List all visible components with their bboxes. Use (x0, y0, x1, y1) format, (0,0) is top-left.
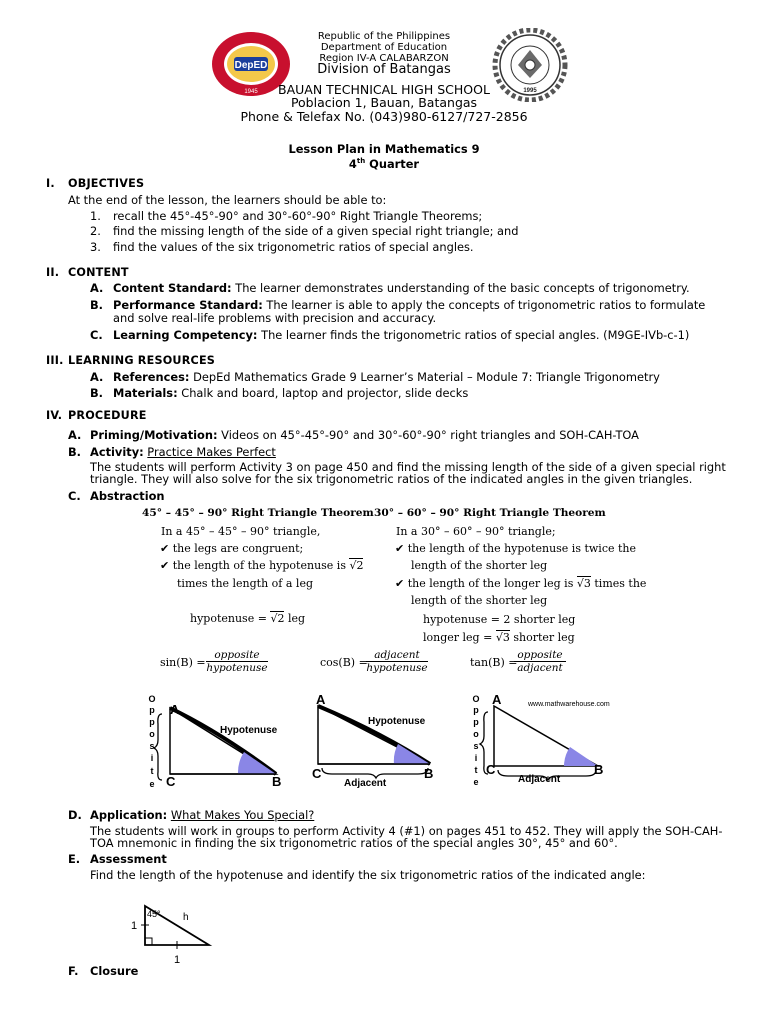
svg-text:DepED: DepED (234, 60, 268, 71)
svg-text:C: C (486, 762, 496, 777)
application-title: What Makes You Special? (170, 808, 315, 822)
check-icon: ✔ (395, 542, 405, 555)
svg-text:B: B (594, 762, 604, 777)
svg-text:p: p (149, 717, 155, 727)
svg-text:C: C (312, 766, 322, 781)
list-item: find the missing length of the side of a given special right triangle; and (113, 224, 519, 238)
performance-standard: Performance Standard: The learner is able to apply the concepts of trigonometric ratios to formulate (113, 298, 706, 312)
svg-text:o: o (473, 729, 479, 739)
vertical-opposite-label (472, 694, 479, 787)
svg-text:45°: 45° (147, 909, 161, 919)
watermark: www.mathwarehouse.com (528, 701, 610, 708)
priming-motivation: Priming/Motivation: Videos on 45°-45°-90° and 30°-60°-90° right triangles and SOH-CAH-TOA (90, 428, 639, 442)
svg-text:i: i (474, 753, 478, 763)
svg-text:t: t (474, 765, 478, 775)
document-quarter: 4th Quarter (348, 157, 420, 171)
svg-text:o: o (149, 729, 155, 739)
svg-text:1: 1 (131, 920, 138, 932)
abstraction-heading: Abstraction (90, 489, 165, 503)
application: Application: What Makes You Special? (90, 808, 315, 822)
activity: Activity: Practice Makes Perfect (90, 445, 276, 459)
assessment-triangle (125, 900, 220, 968)
document-title: Lesson Plan in Mathematics 9 (288, 142, 480, 156)
closure-heading: Closure (90, 964, 139, 978)
tangent-fraction: opposite adjacent (514, 649, 566, 674)
svg-text:Hypotenuse: Hypotenuse (220, 725, 278, 736)
references: References: DepEd Mathematics Grade 9 Learner’s Material – Module 7: Triangle Trigonometry (113, 370, 660, 384)
svg-text:1: 1 (174, 954, 181, 966)
header-division: Division of Batangas (317, 62, 451, 77)
svg-text:Hypotenuse: Hypotenuse (368, 716, 426, 727)
svg-text:i: i (150, 753, 154, 763)
objectives-intro: At the end of the lesson, the learners should be able to: (68, 193, 387, 207)
header-school: BAUAN TECHNICAL HIGH SCHOOL (278, 82, 490, 97)
check-icon: ✔ (395, 577, 405, 590)
svg-text:A: A (170, 702, 180, 717)
svg-text:A: A (316, 692, 326, 707)
svg-text:p: p (473, 705, 479, 715)
section-heading: LEARNING RESOURCES (68, 354, 216, 367)
triangle-diagram-adjacent (310, 692, 450, 792)
sine-fraction: opposite hypotenuse (206, 649, 268, 674)
svg-text:1945: 1945 (244, 89, 258, 95)
svg-text:C: C (166, 774, 176, 789)
triangle-diagram-hypotenuse (140, 692, 300, 798)
header-address: Poblacion 1, Bauan, Batangas (290, 95, 478, 110)
list-item: find the values of the six trigonometric ratios of special angles. (113, 240, 474, 254)
learning-competency: Learning Competency: The learner finds the trigonometric ratios of special angles. (M9GE-IVb-c-1) (113, 328, 690, 342)
header-department: Department of Education (320, 42, 448, 53)
activity-title: Practice Makes Perfect (147, 445, 276, 459)
vertical-opposite-label (148, 694, 155, 789)
header-phone: Phone & Telefax No. (043)980-6127/727-2856 (240, 109, 528, 124)
header-region: Region IV-A CALABARZON (319, 53, 449, 64)
svg-text:1995: 1995 (523, 88, 537, 94)
svg-text:O: O (148, 694, 156, 704)
assessment-heading: Assessment (90, 852, 167, 866)
section-heading: PROCEDURE (68, 409, 147, 422)
svg-text:s: s (149, 741, 155, 751)
check-icon: ✔ (160, 542, 170, 555)
svg-text:Adjacent: Adjacent (344, 778, 387, 789)
assessment-instructions: Find the length of the hypotenuse and identify the six trigonometric ratios of the indicated angle: (90, 868, 646, 882)
cosine-fraction: adjacent hypotenuse (366, 649, 428, 674)
svg-text:p: p (473, 717, 479, 727)
svg-text:s: s (473, 741, 479, 751)
header-republic: Republic of the Philippines (317, 31, 451, 42)
materials: Materials: Chalk and board, laptop and projector, slide decks (113, 386, 469, 400)
svg-text:t: t (150, 766, 154, 776)
svg-text:e: e (149, 779, 155, 789)
svg-text:e: e (473, 777, 479, 787)
triangle-diagram-angle (468, 692, 628, 796)
svg-text:h: h (183, 912, 189, 923)
svg-text:p: p (149, 705, 155, 715)
content-standard: Content Standard: The learner demonstrates understanding of the basic concepts of trigonometry. (113, 281, 690, 295)
check-icon: ✔ (160, 559, 170, 572)
svg-text:A: A (492, 692, 502, 707)
svg-text:B: B (424, 766, 434, 781)
svg-text:Adjacent: Adjacent (518, 774, 561, 785)
svg-text:B: B (272, 774, 282, 789)
section-heading: CONTENT (68, 266, 129, 279)
svg-text:O: O (472, 694, 480, 704)
list-item: recall the 45°-45°-90° and 30°-60°-90° Right Triangle Theorems; (113, 209, 483, 223)
section-heading: OBJECTIVES (68, 177, 145, 190)
